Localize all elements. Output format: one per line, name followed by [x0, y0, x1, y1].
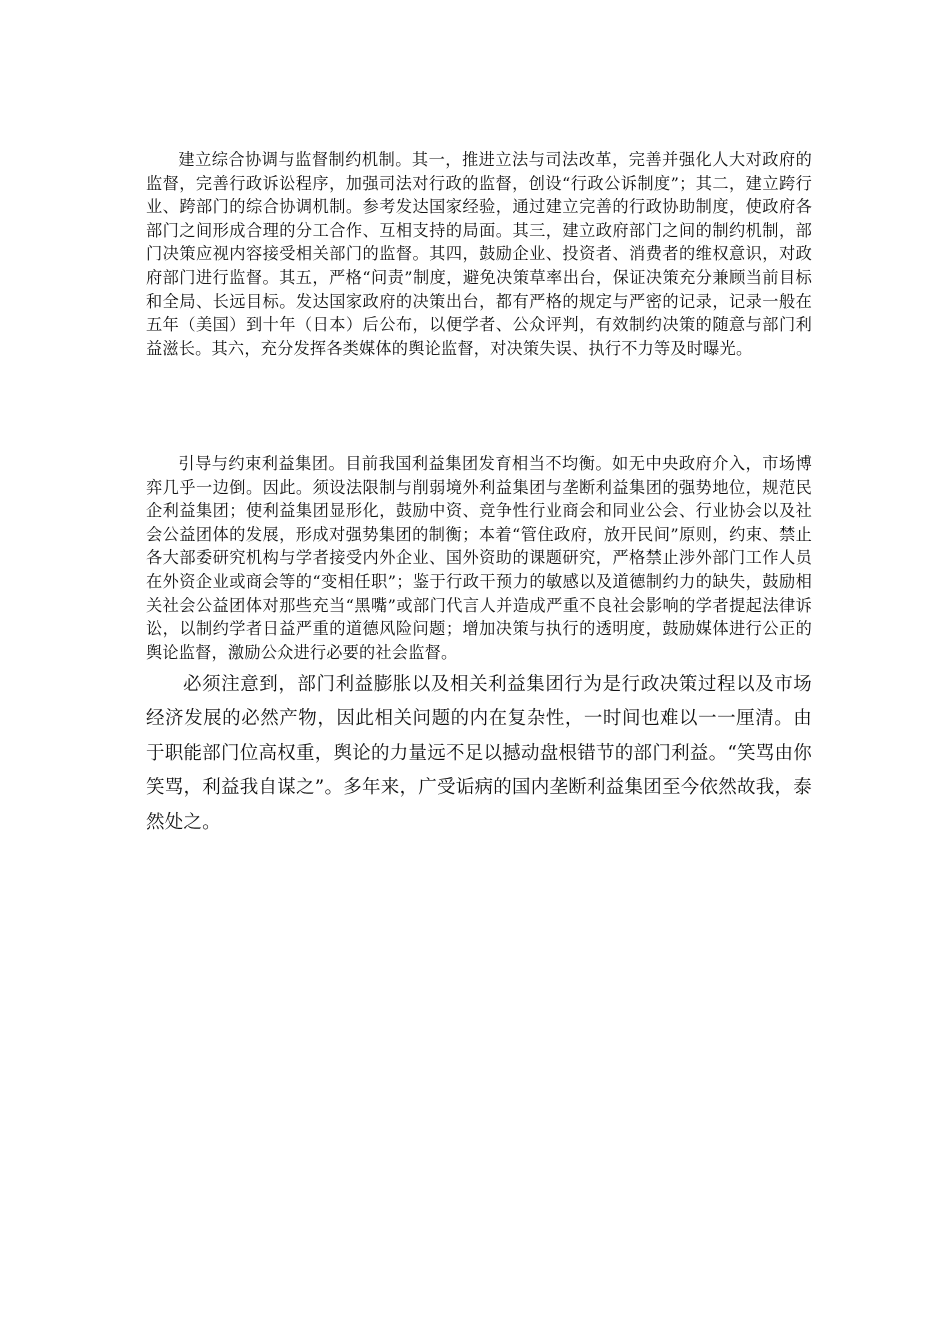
- paragraph-oversight-mechanism: 建立综合协调与监督制约机制。其一，推进立法与司法改革，完善并强化人大对政府的监督，完善行政诉讼程序，加强司法对行政的监督，创设“行政公诉制度”；其二，建立跨行业、跨部门的综合协调机制。参考发达国家经验，通过建立完善的行政协助制度，使政府各部门之间形成合理的分工合作、互相支持的局面。其三，建立政府部门之间的制约机制，部门决策应视内容接受相关部门的监督。其四，鼓励企业、投资者、消费者的维权意识，对政府部门进行监督。其五，严格“问责”制度，避免决策草率出台，保证决策充分兼顾当前目标和全局、长远目标。发达国家政府的决策出台，都有严格的规定与严密的记录，记录一般在五年（美国）到十年（日本）后公布，以便学者、公众评判，有效制约决策的随意与部门利益滋长。其六，充分发挥各类媒体的舆论监督，对决策失误、执行不力等及时曝光。: [146, 150, 812, 358]
- paragraph-interest-groups: 引导与约束利益集团。目前我国利益集团发育相当不均衡。如无中央政府介入，市场博弈几乎一边倒。因此。须设法限制与削弱境外利益集团与垄断利益集团的强势地位，规范民企利益集团；使利益集团显形化，鼓励中资、竞争性行业商会和同业公会、行业协会以及社会公益团体的发展，形成对强势集团的制衡；本着“管住政府，放开民间”原则，约束、禁止各大部委研究机构与学者接受内外企业、国外资助的课题研究，严格禁止涉外部门工作人员在外资企业或商会等的“变相任职”；鉴于行政干预力的敏感以及道德制约力的缺失，鼓励相关社会公益团体对那些充当“黑嘴”或部门代言人并造成严重不良社会影响的学者提起法律诉讼，以制约学者日益严重的道德风险问题；增加决策与执行的透明度，鼓励媒体进行公正的舆论监督，激励公众进行必要的社会监督。: [146, 454, 812, 662]
- paragraph-conclusion: 必须注意到，部门利益膨胀以及相关利益集团行为是行政决策过程以及市场经济发展的必然产物，因此相关问题的内在复杂性，一时间也难以一一厘清。由于职能部门位高权重，舆论的力量远不足以撼动盘根错节的部门利益。“笑骂由你笑骂，利益我自谋之”。多年来，广受诟病的国内垄断利益集团至今依然故我，泰然处之。: [146, 674, 812, 833]
